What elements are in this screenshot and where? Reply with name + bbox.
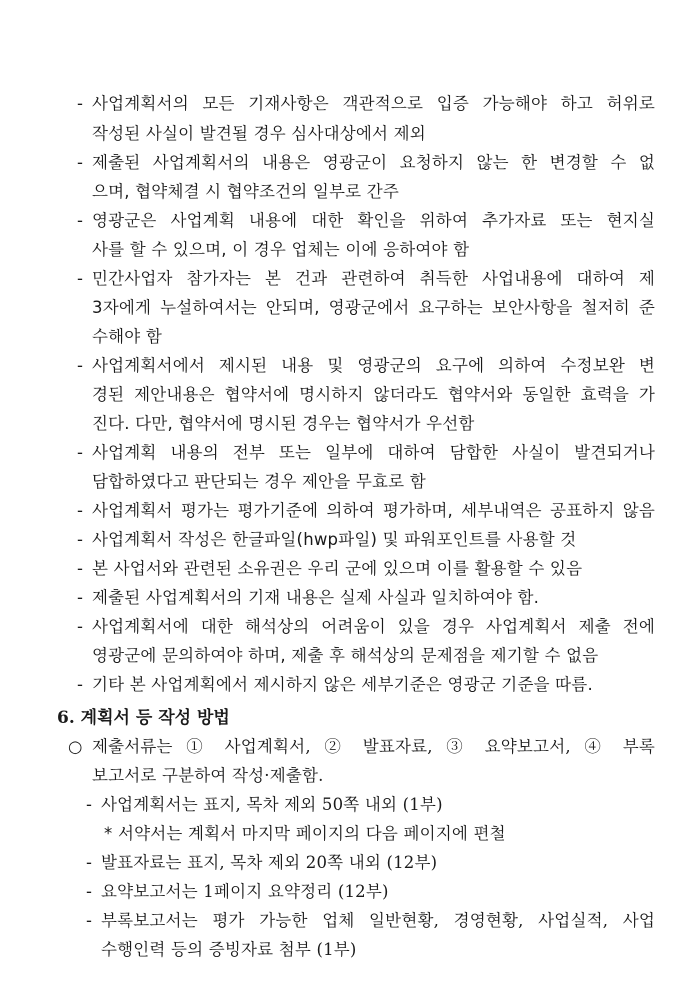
list-item-line: 사업계획서에서 제시된 내용 및 영광군의 요구에 의하여 수정보완 변 — [92, 356, 655, 375]
list-item-line: 사를 할 수 있으며, 이 경우 업체는 이에 응하여야 함 — [92, 240, 470, 259]
bullet-marker: - — [77, 211, 83, 230]
list-item-line: 제출된 사업계획서의 내용은 영광군이 요청하지 않는 한 변경할 수 없 — [92, 153, 655, 172]
list-item-line: 사업계획 내용의 전부 또는 일부에 대하여 담합한 사실이 발견되거나 — [92, 443, 655, 462]
list-item-line: 수행인력 등의 증빙자료 첨부 (1부) — [101, 940, 357, 959]
list-item-line: 제출서류는 ① 사업계획서, ② 발표자료, ③ 요약보고서, ④ 부록 — [92, 737, 655, 756]
bullet-marker: - — [86, 795, 92, 814]
bullet-marker: - — [77, 443, 83, 462]
note-marker: * — [104, 824, 113, 843]
list-item-line: 영광군에 문의하여야 하며, 제출 후 해석상의 문제점을 제기할 수 없음 — [92, 646, 599, 665]
section-heading: 6. 계획서 등 작성 방법 — [57, 708, 230, 728]
bullet-marker: - — [77, 153, 83, 172]
bullet-marker: - — [77, 356, 83, 375]
list-item-line: 사업계획서의 모든 기재사항은 객관적으로 입증 가능해야 하고 허위로 — [92, 94, 655, 113]
list-item-line: 진다. 다만, 협약서에 명시된 경우는 협약서가 우선함 — [92, 414, 475, 433]
list-item-line: 사업계획서 평가는 평가기준에 의하여 평가하며, 세부내역은 공표하지 않음 — [92, 501, 655, 520]
bullet-marker: - — [77, 675, 83, 694]
list-item-line: 보고서로 구분하여 작성·제출함. — [92, 766, 324, 785]
list-item-line: 기타 본 사업계획에서 제시하지 않은 세부기준은 영광군 기준을 따름. — [92, 675, 593, 694]
list-item-line: 발표자료는 표지, 목차 제외 20쪽 내외 (12부) — [101, 853, 438, 872]
note-line: 서약서는 계획서 마지막 페이지의 다음 페이지에 편철 — [118, 824, 506, 843]
circle-bullet-marker: ○ — [68, 737, 83, 756]
list-item-line: 사업계획서는 표지, 목차 제외 50쪽 내외 (1부) — [101, 795, 443, 814]
bullet-marker: - — [77, 559, 83, 578]
bullet-marker: - — [77, 617, 83, 636]
list-item-line: 부록보고서는 평가 가능한 업체 일반현황, 경영현황, 사업실적, 사업 — [101, 911, 655, 930]
bullet-marker: - — [77, 530, 83, 549]
bullet-marker: - — [86, 882, 92, 901]
bullet-marker: - — [77, 501, 83, 520]
list-item-line: 사업계획서에 대한 해석상의 어려움이 있을 경우 사업계획서 제출 전에 — [92, 617, 655, 636]
list-item-line: 요약보고서는 1페이지 요약정리 (12부) — [101, 882, 389, 901]
list-item-line: 으며, 협약체결 시 협약조건의 일부로 간주 — [92, 182, 400, 201]
bullet-marker: - — [77, 94, 83, 113]
list-item-line: 경된 제안내용은 협약서에 명시하지 않더라도 협약서와 동일한 효력을 가 — [92, 385, 655, 404]
list-item-line: 민간사업자 참가자는 본 건과 관련하여 취득한 사업내용에 대하여 제 — [92, 269, 655, 288]
list-item-line: 제출된 사업계획서의 기재 내용은 실제 사실과 일치하여야 함. — [92, 588, 540, 607]
list-item-line: 사업계획서 작성은 한글파일(hwp파일) 및 파워포인트를 사용할 것 — [92, 530, 577, 549]
list-item-line: 담합하였다고 판단되는 경우 제안을 무효로 함 — [92, 472, 426, 491]
bullet-marker: - — [77, 588, 83, 607]
list-item-line: 3자에게 누설하여서는 안되며, 영광군에서 요구하는 보안사항을 철저히 준 — [92, 298, 655, 317]
list-item-line: 본 사업서와 관련된 소유권은 우리 군에 있으며 이를 활용할 수 있음 — [92, 559, 583, 578]
list-item-line: 영광군은 사업계획 내용에 대한 확인을 위하여 추가자료 또는 현지실 — [92, 211, 655, 230]
bullet-marker: - — [86, 853, 92, 872]
bullet-marker: - — [86, 911, 92, 930]
list-item-line: 수해야 함 — [92, 327, 163, 346]
bullet-marker: - — [77, 269, 83, 288]
list-item-line: 작성된 사실이 발견될 경우 심사대상에서 제외 — [92, 124, 426, 143]
